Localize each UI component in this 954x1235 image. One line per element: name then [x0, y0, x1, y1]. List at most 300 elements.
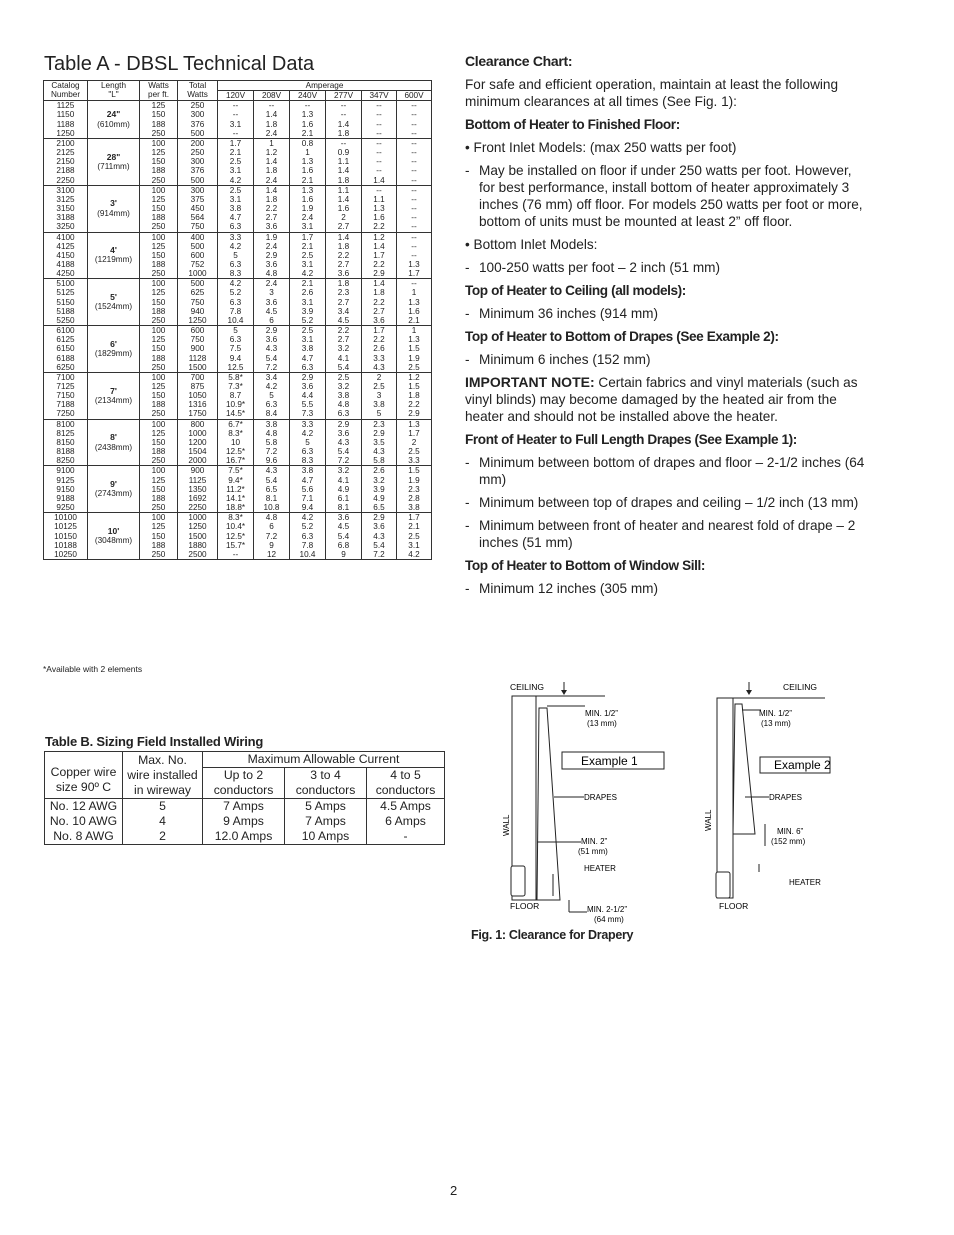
- ex1-drapes-label: DRAPES: [584, 793, 617, 802]
- catalog-number-cell: 3125: [44, 195, 88, 204]
- example-1-diagram: [502, 682, 664, 924]
- catalog-number-cell: 7100: [44, 372, 88, 382]
- ex1-min-top: MIN. 1/2”: [585, 709, 618, 718]
- amperage-cell: 4.8: [254, 429, 290, 438]
- amperage-cell: 1.9: [290, 204, 326, 213]
- amperage-cell: 1.4: [362, 176, 397, 186]
- amperage-cell: 1.3: [408, 419, 420, 429]
- ex1-min-bot-mm: (64 mm): [594, 915, 624, 924]
- catalog-number-cell: 1150: [44, 110, 88, 119]
- amperage-cell: 1.2: [362, 232, 397, 242]
- clearance-title: Clearance Chart:: [465, 53, 573, 69]
- catalog-number-cell: 3150: [44, 204, 88, 213]
- total-watts-cell: 875: [178, 382, 218, 391]
- amperage-cell: 3.1: [408, 540, 420, 550]
- watts-per-ft-cell: 100: [140, 326, 178, 336]
- total-watts-cell: 1250: [178, 316, 218, 326]
- catalog-number-cell: 2150: [44, 157, 88, 166]
- ex1-wall-label: WALL: [502, 814, 511, 836]
- amperage-cell: 10: [218, 438, 254, 447]
- total-watts-cell: 300: [178, 185, 218, 195]
- amperage-cell: 3.1: [290, 298, 326, 307]
- amperage-cell: --: [362, 110, 397, 119]
- important-note-label: IMPORTANT NOTE:: [465, 374, 595, 390]
- catalog-number-cell: 6150: [44, 344, 88, 353]
- catalog-number-cell: 5100: [44, 279, 88, 289]
- amperage-cell: 2.9: [362, 269, 397, 279]
- amperage-cell: 6.3: [218, 298, 254, 307]
- amperage-cell: 2.2: [326, 251, 362, 260]
- amperage-cell: 3.6: [254, 222, 290, 232]
- dash-item: - Minimum 12 inches (305 mm): [465, 580, 865, 597]
- amperage-cell: --: [411, 138, 417, 148]
- conductor-count-header: Up to 2 conductors: [203, 768, 285, 799]
- amperage-cell: 3.8: [362, 400, 397, 409]
- amperage-cell: 4.5: [326, 522, 362, 531]
- amperage-cell: 9.4: [290, 503, 326, 513]
- amperage-cell: 5: [254, 391, 290, 400]
- amperage-cell: 3.6: [254, 298, 290, 307]
- amperage-cell: 3.8: [218, 204, 254, 213]
- table-row: [44, 232, 432, 242]
- ex1-min-mid-mm: (51 mm): [578, 847, 608, 856]
- watts-per-ft-cell: 188: [140, 494, 178, 503]
- amperage-cell: 2.1: [290, 176, 326, 186]
- amperage-cell: 7.3*: [218, 382, 254, 391]
- watts-per-ft-cell: 125: [140, 429, 178, 438]
- amperage-cell: --: [411, 194, 417, 204]
- watts-per-ft-cell: 188: [140, 447, 178, 456]
- amperage-cell: 6.3: [254, 400, 290, 409]
- amperage-cell: 7.2: [254, 532, 290, 541]
- amperage-cell: 5.4: [254, 354, 290, 363]
- amperage-cell: 2.9: [290, 372, 326, 382]
- ex2-drapes-label: DRAPES: [769, 793, 802, 802]
- amperage-cell: 2.9: [362, 513, 397, 523]
- watts-per-ft-cell: 150: [140, 391, 178, 400]
- total-watts-cell: 500: [178, 176, 218, 186]
- amperage-cell: 2.5: [362, 382, 397, 391]
- amperage-cell: 2.3: [408, 484, 420, 494]
- max-wires-cell: 4: [123, 814, 203, 829]
- amperage-cell: 1: [290, 148, 326, 157]
- amperage-cell: --: [218, 110, 254, 119]
- amperage-cell: 2.6: [290, 288, 326, 297]
- ex2-wall-label: WALL: [704, 809, 713, 831]
- catalog-number-cell: 1250: [44, 129, 88, 139]
- amperage-cell: 4.3: [362, 532, 397, 541]
- amperage-cell: 2.2: [362, 298, 397, 307]
- max-current-header: Maximum Allowable Current: [203, 752, 445, 768]
- amperage-cell: 14.1*: [218, 494, 254, 503]
- amperage-cell: 4.1: [326, 354, 362, 363]
- amperage-cell: 4.3: [362, 363, 397, 373]
- amperage-cell: 2: [326, 213, 362, 222]
- amperage-cell: 4.9: [326, 485, 362, 494]
- amperage-cell: 6.8: [326, 541, 362, 550]
- amperage-cell: --: [218, 101, 254, 111]
- voltage-header: 120V: [218, 91, 254, 101]
- amperage-cell: 2.7: [326, 222, 362, 232]
- total-watts-cell: 564: [178, 213, 218, 222]
- total-watts-cell: 250: [178, 148, 218, 157]
- amperage-cell: 7.5*: [218, 466, 254, 476]
- table-row: [44, 101, 432, 111]
- ex1-arrow-head: [561, 690, 567, 695]
- amperage-cell: 1.8: [362, 288, 397, 297]
- watts-per-ft-cell: 150: [140, 298, 178, 307]
- amperage-cell: --: [218, 550, 254, 560]
- amperage-cell: 4.3: [254, 344, 290, 353]
- amperage-cell: 12.5*: [218, 532, 254, 541]
- total-watts-cell: 700: [178, 372, 218, 382]
- wiring-table-body: [45, 799, 445, 845]
- table-row: [45, 829, 445, 845]
- amperage-cell: 3.3: [362, 354, 397, 363]
- amperage-cell: 2.5: [408, 447, 420, 457]
- amperage-cell: 6.5: [254, 485, 290, 494]
- amperage-cell: 4.2: [218, 176, 254, 186]
- amperage-cell: 5: [218, 251, 254, 260]
- total-watts-cell: 750: [178, 298, 218, 307]
- amperage-cell: 3.8: [397, 503, 432, 513]
- wire-size-cell: No. 12 AWG: [45, 799, 123, 815]
- amperage-cell: 3.1: [290, 222, 326, 232]
- amperage-cell: 1.3: [408, 335, 420, 345]
- amperage-cell: 1.7: [218, 138, 254, 148]
- catalog-number-cell: 7150: [44, 391, 88, 400]
- catalog-number-cell: 4188: [44, 260, 88, 269]
- total-watts-cell: 1316: [178, 400, 218, 409]
- current-cell: 7 Amps: [203, 799, 285, 815]
- length-value: 5': [110, 292, 117, 303]
- total-watts-cell: 450: [178, 204, 218, 213]
- watts-per-ft-cell: 188: [140, 166, 178, 175]
- amperage-cell: 2.1: [408, 522, 420, 532]
- ex2-wall: [717, 698, 733, 898]
- length-mm: (3048mm): [94, 536, 133, 546]
- ex2-min-mid-mm: (152 mm): [771, 837, 806, 846]
- amperage-cell: 1.8: [326, 242, 362, 251]
- amperage-cell: 5.8*: [218, 372, 254, 382]
- amperage-cell: 2.9: [254, 251, 290, 260]
- amperage-cell: --: [397, 176, 432, 186]
- amperage-cell: 6.3: [218, 335, 254, 344]
- amperage-cell: 3.8: [290, 344, 326, 353]
- amperage-cell: 5.8: [254, 438, 290, 447]
- amperage-cell: 8.3*: [218, 429, 254, 438]
- amperage-cell: 7.1: [290, 494, 326, 503]
- amperage-cell: 2.2: [362, 260, 397, 269]
- amperage-cell: 1.4: [326, 232, 362, 242]
- amperage-cell: 2.7: [326, 260, 362, 269]
- amperage-cell: 2.2: [362, 222, 397, 232]
- length-cell: [88, 232, 140, 279]
- amperage-cell: 10.4: [290, 550, 326, 560]
- total-watts-cell: 1000: [178, 513, 218, 523]
- amperage-cell: 5.2: [218, 288, 254, 297]
- amperage-cell: 1.3: [290, 185, 326, 195]
- dash-item: - Minimum between front of heater and nearest fold of drape – 2 inches (51 mm): [465, 517, 865, 551]
- watts-per-ft-cell: 125: [140, 242, 178, 251]
- amperage-cell: 1.7: [408, 428, 420, 438]
- catalog-number-cell: 10150: [44, 532, 88, 541]
- dash-item: - Minimum between bottom of drapes and floor – 2-1/2 inches (64 mm): [465, 455, 865, 487]
- catalog-number-cell: 8125: [44, 429, 88, 438]
- total-watts-cell: 2000: [178, 456, 218, 466]
- dash-item-text: Minimum 36 inches (914 mm): [479, 306, 659, 321]
- table-row: [44, 185, 432, 195]
- amperage-cell: 1.6: [290, 120, 326, 129]
- amperage-cell: 6.3: [218, 260, 254, 269]
- watts-per-ft-cell: 100: [140, 185, 178, 195]
- total-watts-cell: 900: [178, 344, 218, 353]
- amperage-cell: 1.3: [408, 297, 420, 307]
- watts-per-ft-cell: 188: [140, 400, 178, 409]
- amperage-cell: 1.7: [408, 513, 420, 523]
- total-watts-cell: 400: [178, 232, 218, 242]
- amperage-cell: 5: [218, 326, 254, 336]
- length-value: 6': [110, 338, 117, 349]
- catalog-number-cell: 1188: [44, 120, 88, 129]
- amperage-cell: 1: [254, 138, 290, 148]
- amperage-cell: 3.5: [362, 438, 397, 447]
- watts-per-ft-cell: 150: [140, 532, 178, 541]
- amperage-cell: 4.9: [362, 494, 397, 503]
- amperage-cell: --: [411, 185, 417, 195]
- amperage-cell: 1.4: [326, 166, 362, 175]
- total-watts-cell: 1500: [178, 363, 218, 373]
- ex1-min-top-mm: (13 mm): [587, 719, 617, 728]
- amperage-cell: 3: [254, 288, 290, 297]
- catalog-number-cell: 9188: [44, 494, 88, 503]
- amperage-cell: 3.4: [326, 307, 362, 316]
- amperage-cell: 14.5*: [218, 409, 254, 419]
- total-watts-cell: 1050: [178, 391, 218, 400]
- max-wires-cell: 2: [123, 829, 203, 845]
- amperage-cell: --: [326, 138, 362, 148]
- ex2-floor-label: FLOOR: [719, 901, 749, 911]
- catalog-number-cell: 3100: [44, 185, 88, 195]
- watts-per-ft-cell: 250: [140, 269, 178, 279]
- dash-item: - 100-250 watts per foot – 2 inch (51 mm): [465, 259, 865, 276]
- wire-size-cell: No. 8 AWG: [45, 829, 123, 845]
- watts-per-ft-cell: 188: [140, 354, 178, 363]
- amperage-cell: 3.6: [362, 522, 397, 531]
- amperage-cell: 4.2: [218, 279, 254, 289]
- clearance-figure: [502, 676, 835, 936]
- table-row: [44, 138, 432, 148]
- amperage-cell: 2.5: [408, 531, 420, 541]
- total-watts-cell: 1250: [178, 522, 218, 531]
- dash-item: - May be installed on floor if under 250 watts per foot. However, for best performance, install bottom of heater approximately 3 inches (76 mm) off floor. For models 250 watts per foot or more, bottom of units must be mounted at least 2” off floor.: [465, 162, 865, 230]
- amperage-cell: 2.3: [326, 288, 362, 297]
- catalog-number-cell: 6125: [44, 335, 88, 344]
- amperage-cell: 4.2: [290, 513, 326, 523]
- amperage-cell: 1.4: [362, 242, 397, 251]
- dash-item-text: Minimum between bottom of drapes and floor – 2-1/2 inches (64 mm): [479, 455, 865, 487]
- amperage-cell: 2.4: [254, 176, 290, 186]
- amperage-cell: 3.3: [290, 419, 326, 429]
- max-wires-cell: 5: [123, 799, 203, 815]
- amperage-cell: 2.5: [326, 372, 362, 382]
- section-heading: Front of Heater to Full Length Drapes (See Example 1):: [465, 432, 797, 447]
- dash-item: - Minimum between top of drapes and ceiling – 1/2 inch (13 mm): [465, 494, 865, 511]
- length-mm: (1219mm): [94, 255, 133, 265]
- amperage-cell: --: [290, 101, 326, 111]
- amperage-cell: 15.7*: [218, 541, 254, 550]
- length-cell: [88, 138, 140, 185]
- watts-per-ft-cell: 250: [140, 129, 178, 139]
- amperage-cell: 1.3: [362, 204, 397, 213]
- amperage-cell: 2.2: [254, 204, 290, 213]
- watts-per-ft-cell: 100: [140, 466, 178, 476]
- catalog-number-cell: 1125: [44, 101, 88, 111]
- amperage-cell: 3.1: [290, 335, 326, 344]
- watts-per-ft-cell: 125: [140, 148, 178, 157]
- catalog-number-cell: 8150: [44, 438, 88, 447]
- amperage-cell: 1.7: [290, 232, 326, 242]
- total-watts-cell: 2250: [178, 503, 218, 513]
- amperage-cell: 1.6: [290, 166, 326, 175]
- catalog-number-cell: 8250: [44, 456, 88, 466]
- catalog-number-cell: 2250: [44, 176, 88, 186]
- amperage-cell: 3.4: [254, 372, 290, 382]
- ex2-heater-label: HEATER: [789, 878, 821, 887]
- amperage-cell: 1.4: [362, 279, 397, 289]
- watts-per-ft-cell: 250: [140, 363, 178, 373]
- amperage-cell: 4.7: [218, 213, 254, 222]
- important-note-text: Certain fabrics and vinyl materials (such as vinyl blinds) may become damaged by the heated air from the heater and should not be installed above the heater.: [465, 375, 858, 424]
- table-a-title: Table A - DBSL Technical Data: [44, 53, 315, 75]
- total-watts-cell: 376: [178, 166, 218, 175]
- amperage-cell: 5.2: [290, 522, 326, 531]
- amperage-cell: 1: [411, 288, 417, 298]
- catalog-number-cell: 7188: [44, 400, 88, 409]
- catalog-number-cell: 5125: [44, 288, 88, 297]
- amperage-cell: 2.1: [218, 148, 254, 157]
- current-cell: -: [367, 829, 445, 845]
- amperage-cell: --: [218, 129, 254, 139]
- amperage-cell: 6.1: [326, 494, 362, 503]
- amperage-cell: 1.5: [408, 382, 420, 391]
- watts-per-ft-cell: 250: [140, 503, 178, 513]
- table-row: [44, 419, 432, 429]
- amperage-cell: 11.2*: [218, 485, 254, 494]
- length-value: 24": [106, 109, 121, 120]
- amperage-cell: 2.2: [362, 335, 397, 344]
- catalog-number-cell: 4125: [44, 242, 88, 251]
- catalog-number-cell: 6100: [44, 326, 88, 336]
- amperage-cell: --: [411, 213, 417, 223]
- amperage-cell: 12.5*: [218, 447, 254, 456]
- table-b-title: Table B. Sizing Field Installed Wiring: [45, 734, 264, 749]
- amperage-cell: --: [326, 110, 362, 119]
- total-watts-cell: 900: [178, 466, 218, 476]
- ex1-floor-label: FLOOR: [510, 901, 540, 911]
- amperage-cell: --: [411, 204, 417, 214]
- total-watts-cell: 1880: [178, 541, 218, 550]
- watts-per-ft-cell: 150: [140, 204, 178, 213]
- amperage-cell: 6.3: [290, 363, 326, 373]
- amperage-cell: 4.8: [254, 513, 290, 523]
- catalog-number-cell: 3188: [44, 213, 88, 222]
- current-cell: 5 Amps: [285, 799, 367, 815]
- amperage-cell: 4.5: [254, 307, 290, 316]
- amperage-cell: 1.8: [254, 166, 290, 175]
- total-watts-cell: 250: [178, 101, 218, 111]
- amperage-cell: 3.2: [326, 466, 362, 476]
- amperage-cell: 8.7: [218, 391, 254, 400]
- length-cell: [88, 513, 140, 560]
- total-watts-cell: 1504: [178, 447, 218, 456]
- amperage-cell: 0.9: [326, 148, 362, 157]
- total-watts-header: Total Watts: [178, 81, 218, 101]
- length-cell: [88, 326, 140, 373]
- table-row: [44, 372, 432, 382]
- catalog-number-cell: 9100: [44, 466, 88, 476]
- amperage-cell: 1.4: [326, 195, 362, 204]
- ex1-ceiling-label: CEILING: [510, 682, 545, 692]
- amperage-cell: 7.5: [218, 344, 254, 353]
- length-value: 9': [110, 479, 117, 490]
- watts-per-ft-cell: 150: [140, 157, 178, 166]
- amperage-cell: 4.2: [397, 550, 432, 560]
- amperage-cell: 2.5: [218, 185, 254, 195]
- amperage-cell: 9.4: [218, 354, 254, 363]
- amperage-cell: 3.6: [290, 382, 326, 391]
- total-watts-cell: 1750: [178, 409, 218, 419]
- amperage-cell: 3.9: [290, 307, 326, 316]
- length-cell: [88, 466, 140, 513]
- amperage-cell: 1.3: [408, 259, 420, 269]
- voltage-header: 600V: [397, 91, 432, 101]
- catalog-number-cell: 9250: [44, 503, 88, 513]
- watts-per-ft-cell: 100: [140, 419, 178, 429]
- catalog-number-cell: 4150: [44, 251, 88, 260]
- watts-per-ft-cell: 188: [140, 120, 178, 129]
- amperage-cell: 4.2: [254, 382, 290, 391]
- amperage-cell: --: [397, 222, 432, 232]
- amperage-cell: 10.4*: [218, 522, 254, 531]
- amperage-cell: 1.6: [290, 195, 326, 204]
- current-cell: 12.0 Amps: [203, 829, 285, 845]
- voltage-header: 240V: [290, 91, 326, 101]
- amperage-cell: 1.8: [254, 120, 290, 129]
- length-value: 4': [110, 245, 117, 256]
- ex1-label: Example 1: [581, 754, 638, 768]
- amperage-cell: 3.3: [397, 456, 432, 466]
- ex2-label: Example 2: [774, 758, 831, 772]
- total-watts-cell: 600: [178, 326, 218, 336]
- watts-per-ft-cell: 150: [140, 251, 178, 260]
- amperage-cell: 10.4: [218, 316, 254, 326]
- amperage-cell: 7.2: [254, 363, 290, 373]
- length-mm: (2134mm): [94, 395, 133, 405]
- total-watts-cell: 625: [178, 288, 218, 297]
- amperage-cell: 2.4: [290, 213, 326, 222]
- catalog-number-cell: 7125: [44, 382, 88, 391]
- amperage-cell: 2.4: [254, 129, 290, 139]
- amperage-cell: 9.4*: [218, 476, 254, 485]
- amperage-cell: 2.1: [290, 242, 326, 251]
- amperage-header: Amperage: [218, 81, 432, 91]
- watts-per-ft-cell: 250: [140, 176, 178, 186]
- amperage-cell: 3.6: [254, 260, 290, 269]
- amperage-cell: 4.4: [290, 391, 326, 400]
- amperage-cell: 2.1: [397, 316, 432, 326]
- total-watts-cell: 1500: [178, 532, 218, 541]
